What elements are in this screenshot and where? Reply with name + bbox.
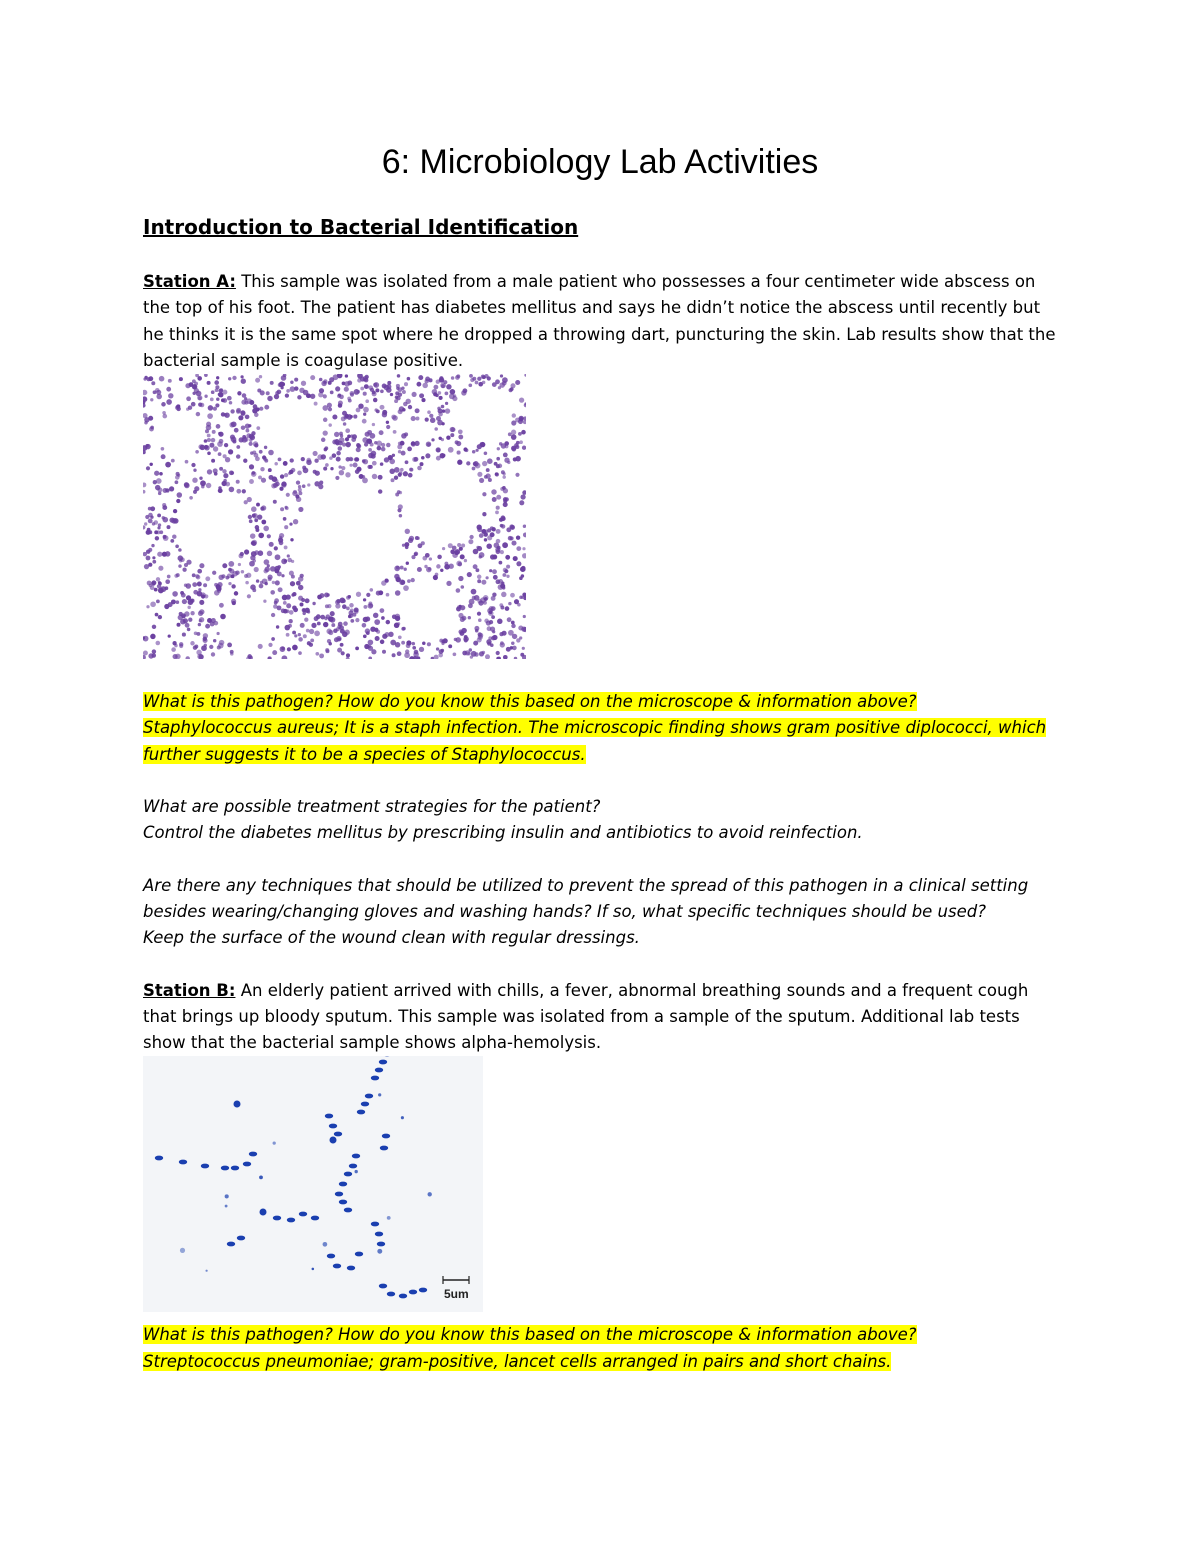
station-a-micrograph xyxy=(143,374,1063,659)
scale-bar-label: 5um xyxy=(444,1287,469,1302)
document-body xyxy=(143,212,1063,1375)
station-b-label: Station B: xyxy=(143,980,236,1000)
station-a-question-1: What is this pathogen? How do you know this based on the microscope & information above? xyxy=(143,692,917,712)
station-a-description xyxy=(143,269,1063,374)
station-a-answer-2: Control the diabetes mellitus by prescribing insulin and antibiotics to avoid reinfection. xyxy=(143,823,863,843)
staphylococcus-micrograph-image xyxy=(143,374,526,659)
station-a-answer-3: Keep the surface of the wound clean with regular dressings. xyxy=(143,928,640,948)
station-a-text: This sample was isolated from a male patient who possesses a four centimeter wide abscess on the top of his foot. The patient has diabetes mellitus and says he didn’t notice the abscess until recently but he thinks it is the same spot where he dropped a throwing dart, puncturing the skin. Lab results show that the bacterial sample is coagulase positive. xyxy=(143,272,1056,370)
station-b-question-1: What is this pathogen? How do you know this based on the microscope & information above? xyxy=(143,1325,917,1345)
station-a-label: Station A: xyxy=(143,272,236,291)
streptococcus-micrograph-image xyxy=(143,1056,483,1312)
station-a-question-3: Are there any techniques that should be utilized to prevent the spread of this pathogen in a clinical setting besides wearing/changing gloves and washing hands? If so, what specific techniques should be used? xyxy=(143,875,1029,921)
station-b-text: An elderly patient arrived with chills, a fever, abnormal breathing sounds and a frequent cough that brings up bloody sputum. This sample was isolated from a sample of the sputum. Additional lab tests show that the bacterial sample shows alpha-hemolysis. xyxy=(143,980,1029,1053)
station-a-question-2: What are possible treatment strategies for the patient? xyxy=(143,797,601,817)
station-b-answer-1: Streptococcus pneumoniae; gram-positive, lancet cells arranged in pairs and short chains. xyxy=(143,1351,892,1371)
station-a-answer-1: Staphylococcus aureus; It is a staph infection. The microscopic finding shows gram positive diplococci, which further suggests it to be a species of Staphylococcus. xyxy=(143,718,1047,764)
station-b-description xyxy=(143,978,1063,1057)
section-heading: Introduction to Bacterial Identification xyxy=(143,215,579,239)
station-b-micrograph xyxy=(143,1056,1063,1312)
page-title: 6: Microbiology Lab Activities xyxy=(381,143,819,181)
